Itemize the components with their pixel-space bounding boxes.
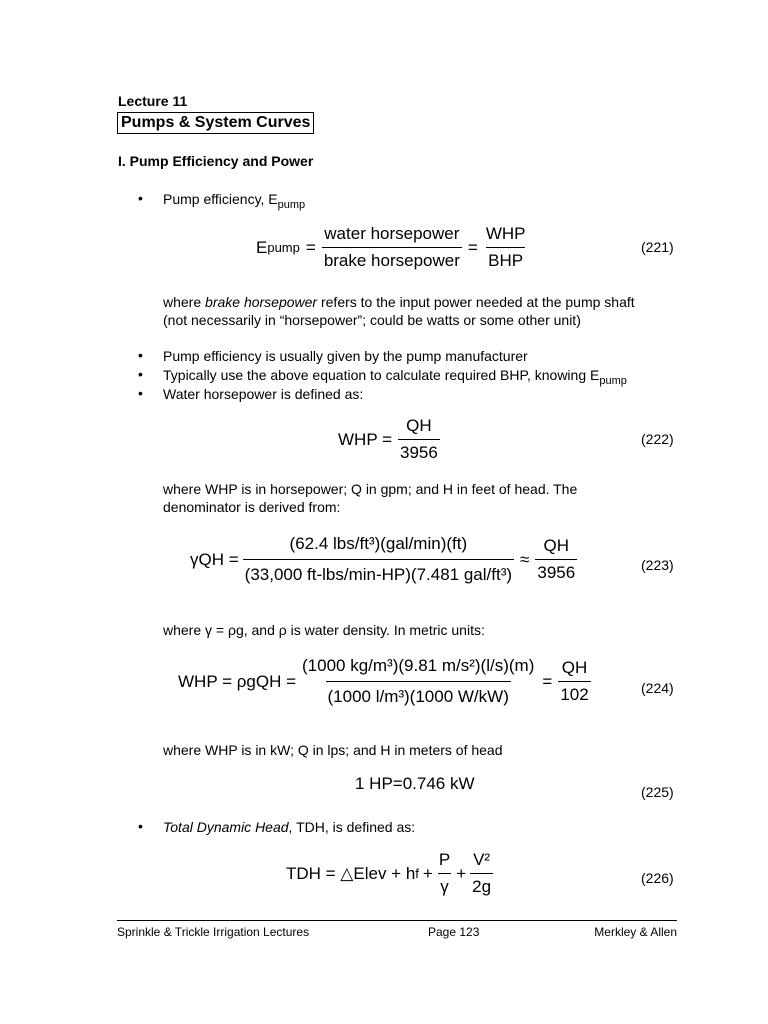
paragraph-line: (not necessarily in “horsepower”; could be watts or some other unit): [163, 312, 581, 328]
equation-226: TDH = △Elev + h f + $\frac{P}{\gamma}$ + $\frac{\text{V²}}{2g}$: [286, 850, 492, 896]
page-title: Pumps & System Curves: [117, 112, 314, 134]
bullet-marker: •: [138, 366, 143, 382]
bullet-total-dynamic-head: Total Dynamic Head, TDH, is defined as:: [163, 819, 416, 835]
bullet-pump-efficiency: Pump efficiency, $E_{pump}$: [163, 191, 306, 211]
fraction: $\frac{\text{(62.4 lbs/ft³)(gal/min)(ft)}}{\text{(33,000 ft-lbs/min-HP)(7.481 gal/ft³)}}$: [244, 534, 513, 584]
bullet-manufacturer: Pump efficiency is usually given by the pump manufacturer: [163, 348, 528, 364]
bullet-marker: •: [138, 347, 143, 363]
footer-rule: [117, 920, 677, 921]
paragraph: where γ = ρg, and ρ is water density. In metric units:: [163, 622, 485, 638]
fraction: $\frac{QH}{3956}$: [537, 536, 576, 582]
section-heading: I. Pump Efficiency and Power: [118, 153, 314, 169]
bullet-marker: •: [138, 190, 143, 206]
equation-222: WHP = $\frac{QH}{3956}$: [338, 416, 438, 462]
equation-number: (223): [641, 557, 674, 573]
footer-page-number: Page 123: [428, 925, 480, 939]
bullet-water-horsepower: Water horsepower is defined as:: [163, 386, 364, 402]
equation-number: (222): [641, 431, 674, 447]
paragraph: where brake horsepower refers to the input power needed at the pump shaft: [163, 294, 635, 310]
paragraph: where WHP is in kW; Q in lps; and H in meters of head: [163, 742, 503, 758]
bullet-marker: •: [138, 385, 143, 401]
equation-number: (224): [641, 680, 674, 696]
fraction: $\frac{\text{water horsepower}}{\text{brake horsepower}}$: [323, 224, 460, 270]
equation-221: E pump = $\frac{\text{water horsepower}}{\text{brake horsepower}}$ = $\frac{\text{WHP}}{\text{BHP}}$: [256, 224, 526, 270]
footer-left: Sprinkle & Trickle Irrigation Lectures: [117, 925, 310, 939]
lecture-number: Lecture 11: [118, 93, 188, 109]
equation-223: γQH = $\frac{\text{(62.4 lbs/ft³)(gal/min)(ft)}}{\text{(33,000 ft-lbs/min-HP)(7.481 gal/ft³)}}$ ≈ $\frac{QH}{3956}$: [190, 534, 576, 584]
equation-number: (221): [641, 239, 674, 255]
bullet-calculate-bhp: Typically use the above equation to calculate required BHP, knowing $E_{pump}$: [163, 367, 627, 387]
fraction: $\frac{P}{\gamma}$: [438, 850, 451, 896]
bullet-marker: •: [138, 818, 143, 834]
fraction: $\frac{QH}{102}$: [560, 658, 589, 704]
equation-number: (226): [641, 870, 674, 886]
fraction: $\frac{\text{V²}}{2g}$: [472, 850, 492, 896]
equation-225: 1 HP=0.746 kW: [355, 774, 475, 793]
fraction: $\frac{QH}{3956}$: [400, 416, 438, 462]
fraction: $\frac{\text{(1000 kg/m³)(9.81 m/s²)(l/s)(m)}}{\text{(1000 l/m³)(1000 W/kW)}}$: [302, 656, 535, 706]
footer-right: Merkley & Allen: [594, 925, 677, 939]
fraction: $\frac{\text{WHP}}{\text{BHP}}$: [485, 224, 526, 270]
paragraph-line: denominator is derived from:: [163, 499, 341, 515]
equation-number: (225): [641, 784, 674, 800]
paragraph-line: where WHP is in horsepower; Q in gpm; and H in feet of head. The: [163, 481, 578, 497]
equation-224: WHP = ρgQH = $\frac{\text{(1000 kg/m³)(9.81 m/s²)(l/s)(m)}}{\text{(1000 l/m³)(1000 W/kW)}}$ = $\frac{QH}{102}$: [178, 656, 589, 706]
